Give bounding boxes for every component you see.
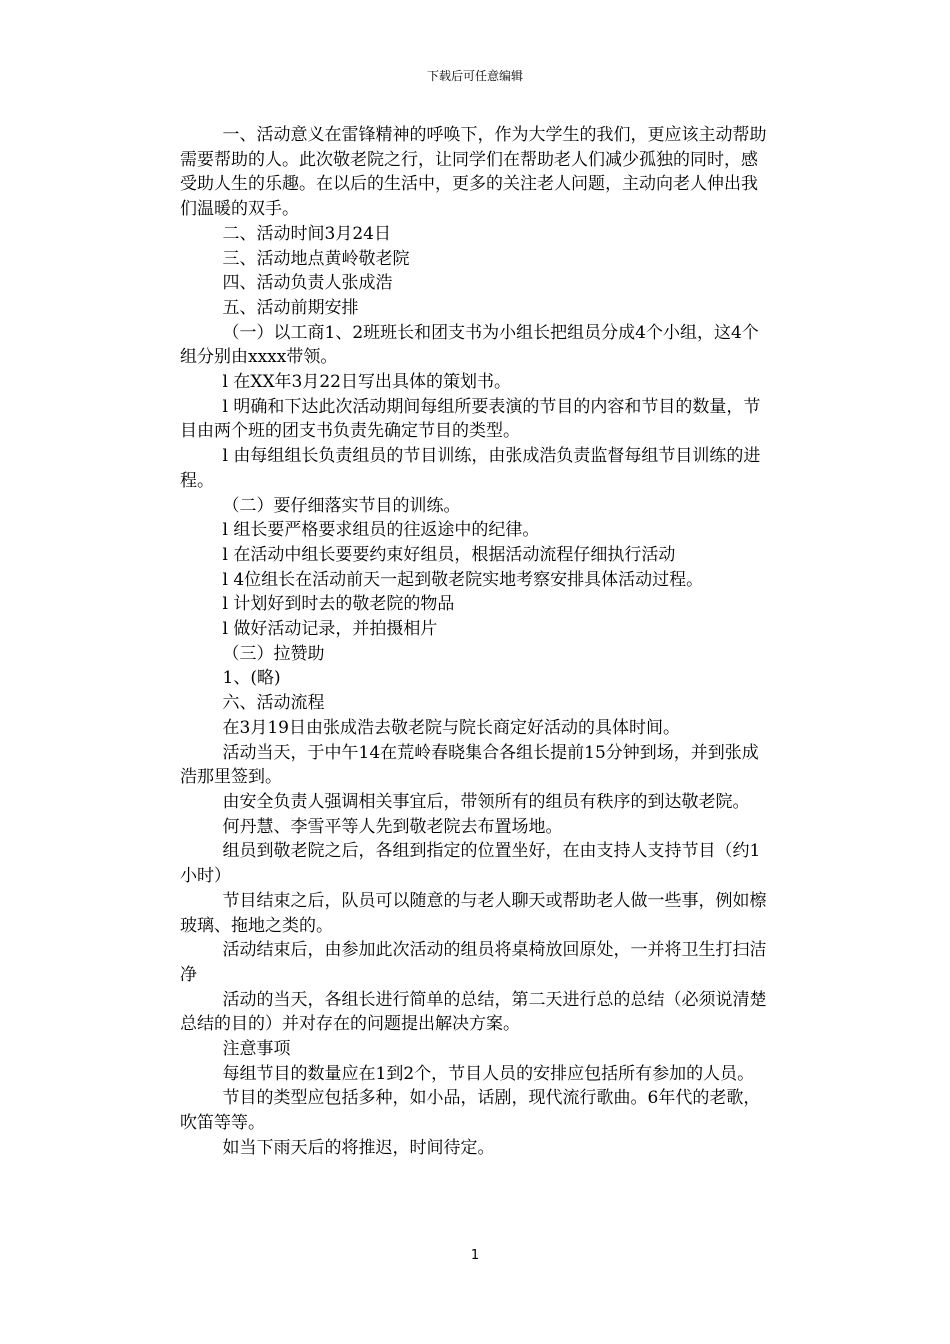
- paragraph-notes-heading: 注意事项: [222, 1039, 291, 1060]
- paragraph-subheading-training: （二）要仔细落实节目的训练。: [222, 495, 461, 516]
- paragraph-process-step: 活动的当天，各组长进行简单的总结，第二天进行总的总结（必须说清楚总结的目的）并对存在的问题提出解决方案。: [180, 989, 767, 1035]
- paragraph-grouping: （一）以工商1、2班班长和团支书为小组长把组员分成4个小组，这4个组分别由xxxx带领。: [180, 322, 759, 368]
- paragraph-process-heading: 六、活动流程: [222, 693, 325, 714]
- paragraph-note: 如当下雨天后的将推迟，时间待定。: [222, 1137, 495, 1158]
- list-item: l 组长要严格要求组员的往返途中的纪律。: [222, 520, 540, 541]
- list-item: l 明确和下达此次活动期间每组所要表演的节目的内容和节目的数量，节目由两个班的团支书负责先确定节目的类型。: [180, 396, 761, 442]
- paragraph-process-step: 节目结束之后，队员可以随意的与老人聊天或帮助老人做一些事，例如檫玻璃、拖地之类的。: [180, 890, 767, 936]
- list-item: l 在XX年3月22日写出具体的策划书。: [222, 372, 511, 393]
- paragraph-process-step: 由安全负责人强调相关事宜后，带领所有的组员有秩序的到达敬老院。: [222, 791, 750, 812]
- list-item: l 4位组长在活动前天一起到敬老院实地考察安排具体活动过程。: [222, 569, 704, 590]
- list-item: l 在活动中组长要要约束好组员，根据活动流程仔细执行活动: [222, 544, 676, 565]
- list-item: l 计划好到时去的敬老院的物品: [222, 594, 455, 615]
- paragraph-process-step: 在3月19日由张成浩去敬老院与院长商定好活动的具体时间。: [222, 717, 680, 738]
- paragraph-note: 节目的类型应包括多种，如小品，话剧，现代流行歌曲。6年代的老歌，吹笛等等。: [180, 1088, 761, 1134]
- paragraph-process-step: 活动当天，于中午14在荒岭春晓集合各组长提前15分钟到场，并到张成浩那里签到。: [180, 742, 759, 788]
- paragraph-omitted: 1、(略): [222, 668, 281, 689]
- paragraph-activity-leader: 四、活动负责人张成浩: [222, 273, 393, 294]
- list-item: l 做好活动记录，并拍摄相片: [222, 619, 438, 640]
- paragraph-activity-location: 三、活动地点黄岭敬老院: [222, 248, 410, 269]
- paragraph-activity-meaning: 一、活动意义在雷锋精神的呼唤下，作为大学生的我们，更应该主动帮助需要帮助的人。此次敬老院之行，让同学们在帮助老人们减少孤独的同时，感受助人生的乐趣。在以后的生活中，更多的关注老人问题，主动向老人伸出我们温暖的双手。: [180, 125, 767, 220]
- paragraph-preparation-heading: 五、活动前期安排: [222, 297, 359, 318]
- paragraph-activity-time: 二、活动时间3月24日: [222, 223, 391, 244]
- list-item: l 由每组组长负责组员的节目训练，由张成浩负责监督每组节目训练的进程。: [180, 446, 761, 491]
- page-header: 下载后可任意编辑: [426, 69, 523, 83]
- page-number: 1: [470, 1248, 480, 1263]
- document-body: [180, 123, 774, 1161]
- paragraph-process-step: 活动结束后，由参加此次活动的组员将桌椅放回原处，一并将卫生打扫洁净: [180, 940, 767, 985]
- paragraph-subheading-sponsorship: （三）拉赞助: [222, 643, 325, 664]
- paragraph-process-step: 组员到敬老院之后，各组到指定的位置坐好，在由支持人支持节目（约1小时）: [180, 841, 761, 887]
- paragraph-note: 每组节目的数量应在1到2个，节目人员的安排应包括所有参加的人员。: [222, 1063, 755, 1084]
- paragraph-process-step: 何丹慧、李雪平等人先到敬老院去布置场地。: [222, 816, 563, 837]
